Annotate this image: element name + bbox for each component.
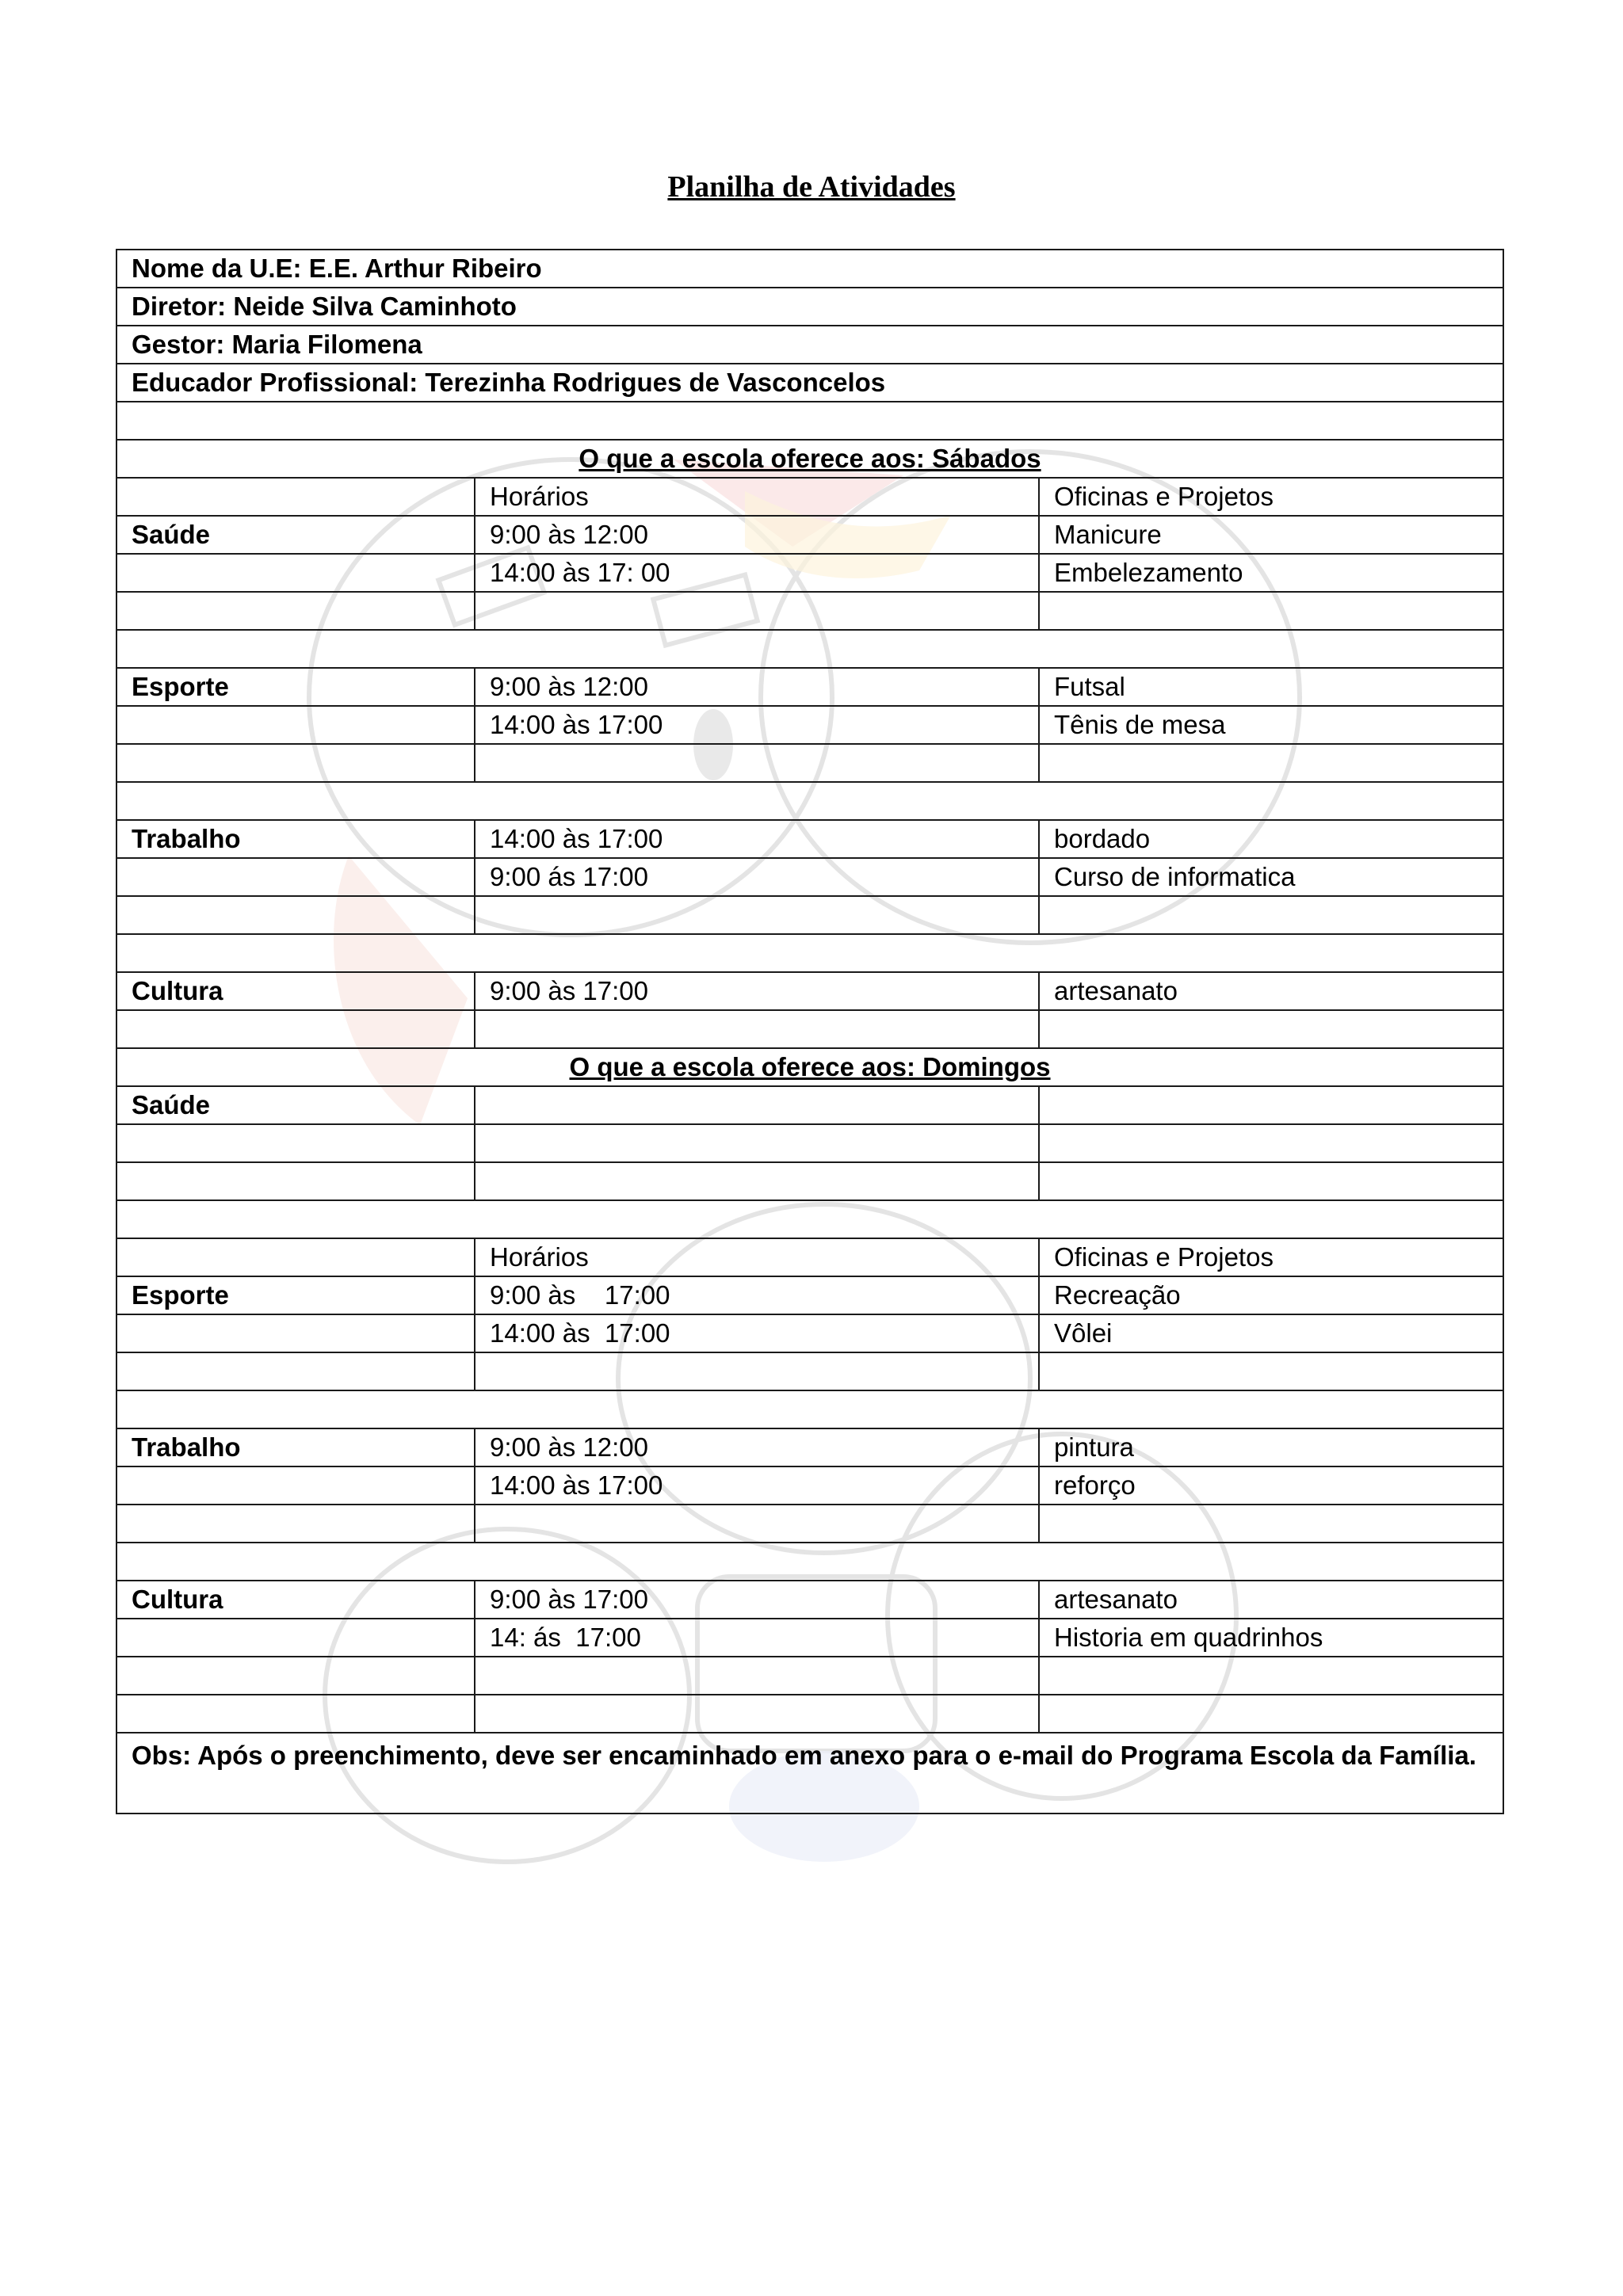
blank-cell — [1039, 1124, 1503, 1162]
activity-cell: artesanato — [1039, 972, 1503, 1010]
schedule-cell: 9:00 às 17:00 — [475, 972, 1039, 1010]
blank-cell — [116, 896, 475, 934]
blank-cell — [475, 592, 1039, 630]
table-row — [116, 554, 1503, 592]
blank-cell — [116, 858, 475, 896]
schedule-cell: 9:00 às 12:00 — [475, 516, 1039, 554]
blank-cell — [116, 1314, 475, 1352]
blank-cell — [1039, 1352, 1503, 1390]
column-header-horarios: Horários — [475, 478, 1039, 516]
schedule-cell: 14:00 às 17:00 — [475, 1314, 1039, 1352]
table-row — [116, 1200, 1503, 1238]
schedule-cell: 14:00 às 17: 00 — [475, 554, 1039, 592]
category-trabalho: Trabalho — [116, 1428, 475, 1466]
document-title: Planilha de Atividades — [667, 170, 956, 204]
activity-cell: Historia em quadrinhos — [1039, 1619, 1503, 1657]
blank-cell — [116, 554, 475, 592]
table-row — [116, 1657, 1503, 1695]
educator-name: Educador Profissional: Terezinha Rodrigues de Vasconcelos — [116, 364, 1503, 402]
blank-cell — [475, 744, 1039, 782]
blank-cell — [1039, 896, 1503, 934]
blank-cell — [1039, 592, 1503, 630]
category-esporte: Esporte — [116, 668, 475, 706]
blank-cell — [1039, 1505, 1503, 1543]
table-row — [116, 326, 1503, 364]
table-row — [116, 1086, 1503, 1124]
activity-cell: artesanato — [1039, 1581, 1503, 1619]
sunday-heading: O que a escola oferece aos: Domingos — [116, 1048, 1503, 1086]
activity-cell: Manicure — [1039, 516, 1503, 554]
column-header-oficinas: Oficinas e Projetos — [1039, 478, 1503, 516]
table-row — [116, 1124, 1503, 1162]
blank-cell — [475, 1162, 1039, 1200]
blank-cell — [116, 1162, 475, 1200]
activity-cell: pintura — [1039, 1428, 1503, 1466]
blank-cell — [1039, 1010, 1503, 1048]
schedule-cell: 9:00 às 12:00 — [475, 668, 1039, 706]
blank-cell — [116, 1695, 475, 1733]
table-row — [116, 364, 1503, 402]
category-saude: Saúde — [116, 516, 475, 554]
blank-cell — [1039, 744, 1503, 782]
blank-cell — [116, 744, 475, 782]
table-row — [116, 478, 1503, 516]
manager-name: Gestor: Maria Filomena — [116, 326, 1503, 364]
activity-cell: Tênis de mesa — [1039, 706, 1503, 744]
blank-cell — [475, 1124, 1039, 1162]
blank-cell — [116, 1010, 475, 1048]
table-row — [116, 1543, 1503, 1581]
blank-cell — [1039, 1657, 1503, 1695]
table-row — [116, 1352, 1503, 1390]
activity-cell: Vôlei — [1039, 1314, 1503, 1352]
schedule-cell: 14:00 às 17:00 — [475, 706, 1039, 744]
table-row — [116, 1619, 1503, 1657]
blank-cell — [475, 1010, 1039, 1048]
blank-cell — [116, 478, 475, 516]
saturday-heading: O que a escola oferece aos: Sábados — [116, 440, 1503, 478]
column-header-horarios: Horários — [475, 1238, 1039, 1276]
blank-cell — [1039, 1695, 1503, 1733]
column-header-oficinas: Oficinas e Projetos — [1039, 1238, 1503, 1276]
activity-cell: Curso de informatica — [1039, 858, 1503, 896]
category-cultura: Cultura — [116, 1581, 475, 1619]
table-row — [116, 1428, 1503, 1466]
table-row — [116, 1733, 1503, 1814]
schedule-cell: 14: ás 17:00 — [475, 1619, 1039, 1657]
blank-cell — [475, 1505, 1039, 1543]
table-row — [116, 630, 1503, 668]
table-row — [116, 782, 1503, 820]
activity-cell: bordado — [1039, 820, 1503, 858]
category-cultura: Cultura — [116, 972, 475, 1010]
blank-cell — [116, 1200, 1503, 1238]
table-row — [116, 250, 1503, 288]
table-row — [116, 402, 1503, 440]
category-esporte: Esporte — [116, 1276, 475, 1314]
activity-cell: Futsal — [1039, 668, 1503, 706]
blank-cell — [116, 1657, 475, 1695]
blank-cell — [116, 630, 1503, 668]
blank-cell — [116, 706, 475, 744]
table-row — [116, 1314, 1503, 1352]
activities-table — [116, 249, 1504, 1814]
blank-cell — [475, 1352, 1039, 1390]
blank-cell — [116, 1124, 475, 1162]
table-row — [116, 896, 1503, 934]
table-row — [116, 972, 1503, 1010]
table-row — [116, 1276, 1503, 1314]
table-row — [116, 1010, 1503, 1048]
category-trabalho: Trabalho — [116, 820, 475, 858]
table-row — [116, 516, 1503, 554]
table-row — [116, 820, 1503, 858]
blank-cell — [116, 1352, 475, 1390]
table-row — [116, 1048, 1503, 1086]
blank-cell — [116, 1543, 1503, 1581]
table-row — [116, 288, 1503, 326]
activity-cell: reforço — [1039, 1466, 1503, 1505]
table-row — [116, 744, 1503, 782]
blank-cell — [475, 1657, 1039, 1695]
table-row — [116, 1505, 1503, 1543]
blank-cell — [116, 782, 1503, 820]
blank-cell — [116, 1619, 475, 1657]
blank-cell — [116, 1390, 1503, 1428]
activity-cell: Recreação — [1039, 1276, 1503, 1314]
table-row — [116, 1695, 1503, 1733]
schedule-cell: 14:00 às 17:00 — [475, 1466, 1039, 1505]
blank-cell — [475, 1695, 1039, 1733]
table-row — [116, 668, 1503, 706]
blank-cell — [475, 1086, 1039, 1124]
blank-cell — [475, 896, 1039, 934]
schedule-cell: 9:00 às 17:00 — [475, 1581, 1039, 1619]
category-saude: Saúde — [116, 1086, 475, 1124]
table-row — [116, 1390, 1503, 1428]
blank-cell — [116, 934, 1503, 972]
table-row — [116, 1162, 1503, 1200]
blank-cell — [116, 592, 475, 630]
blank-cell — [116, 1238, 475, 1276]
table-row — [116, 1581, 1503, 1619]
blank-cell — [1039, 1086, 1503, 1124]
schedule-cell: 14:00 às 17:00 — [475, 820, 1039, 858]
table-row — [116, 1466, 1503, 1505]
blank-cell — [116, 1466, 475, 1505]
table-row — [116, 934, 1503, 972]
table-row — [116, 440, 1503, 478]
observation-note: Obs: Após o preenchimento, deve ser encaminhado em anexo para o e-mail do Programa Escola da Família. — [116, 1733, 1503, 1814]
table-row — [116, 706, 1503, 744]
schedule-cell: 9:00 às 12:00 — [475, 1428, 1039, 1466]
table-row — [116, 592, 1503, 630]
activity-cell: Embelezamento — [1039, 554, 1503, 592]
school-name: Nome da U.E: E.E. Arthur Ribeiro — [116, 250, 1503, 288]
table-row — [116, 1238, 1503, 1276]
blank-cell — [116, 1505, 475, 1543]
blank-cell — [1039, 1162, 1503, 1200]
table-row — [116, 858, 1503, 896]
director-name: Diretor: Neide Silva Caminhoto — [116, 288, 1503, 326]
schedule-cell: 9:00 ás 17:00 — [475, 858, 1039, 896]
blank-cell — [116, 402, 1503, 440]
schedule-cell: 9:00 às 17:00 — [475, 1276, 1039, 1314]
